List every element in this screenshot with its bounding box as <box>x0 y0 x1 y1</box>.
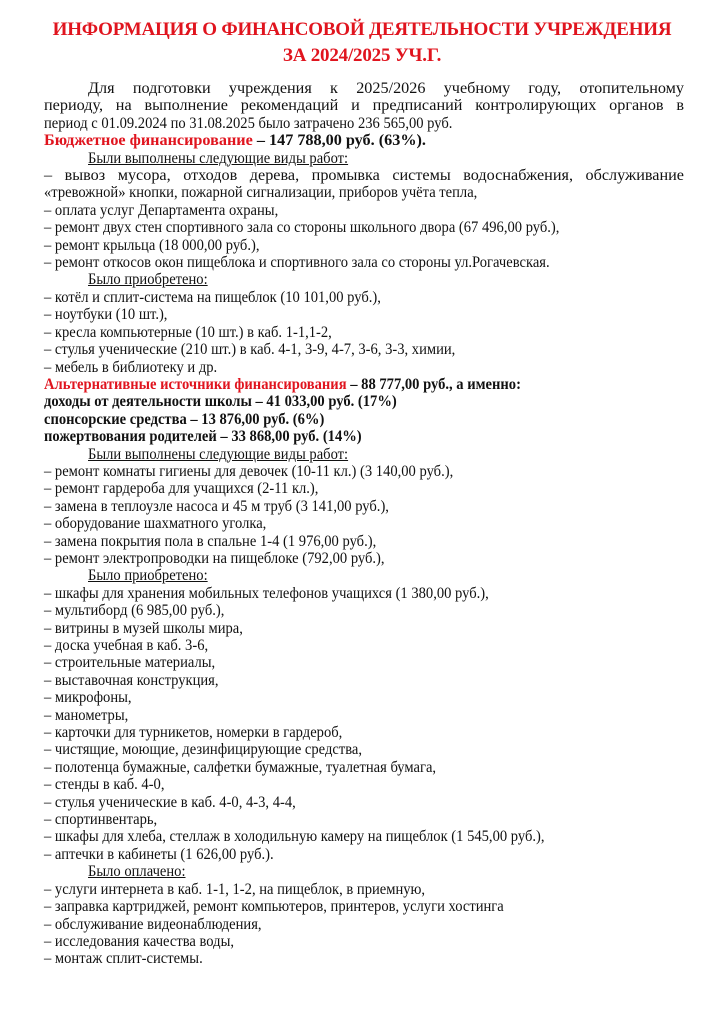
alternative-purchased-heading: Было приобретено: <box>88 566 208 585</box>
list-item-text: – выставочная конструкция, <box>44 670 219 689</box>
list-item-text: – стулья ученические (210 шт.) в каб. 4-1, 3-9, 4-7, 3-6, 3-3, химии, <box>44 340 456 359</box>
list-item <box>44 533 684 550</box>
budget-heading <box>44 132 684 149</box>
section-heading <box>44 567 684 584</box>
list-item-text: – обслуживание видеонаблюдения, <box>44 914 262 933</box>
list-item <box>44 724 684 741</box>
list-item-text: – шкафы для хранения мобильных телефонов учащихся (1 380,00 руб.), <box>44 583 489 602</box>
list-item-text: «тревожной» кнопки, пожарной сигнализации, приборов учёта тепла, <box>44 183 478 202</box>
list-item-text: – замена в теплоузле насоса и 45 м труб (3 141,00 руб.), <box>44 496 389 515</box>
list-item-text: – кресла компьютерные (10 шт.) в каб. 1-1,1-2, <box>44 322 332 341</box>
alternative-works-heading: Были выполнены следующие виды работ: <box>88 444 349 463</box>
list-item-text: – аптечки в кабинеты (1 626,00 руб.). <box>44 844 274 863</box>
list-item <box>44 898 684 915</box>
list-item <box>44 341 684 358</box>
list-item-text: – витрины в музей школы мира, <box>44 618 243 637</box>
budget-works-heading: Были выполнены следующие виды работ: <box>88 148 349 167</box>
list-item-text: – оплата услуг Департамента охраны, <box>44 200 279 219</box>
list-item-text: – оборудование шахматного уголка, <box>44 514 267 533</box>
budget-purchased-heading: Было приобретено: <box>88 270 208 289</box>
list-item: – вывоз мусора, отходов дерева, промывка системы водоснабжения, обслуживание <box>44 166 684 185</box>
alternative-amount: – 88 777,00 руб., а именно: <box>346 374 521 393</box>
list-item <box>44 237 684 254</box>
list-item-text: – карточки для турникетов, номерки в гардероб, <box>44 723 343 742</box>
list-item-text: – стенды в каб. 4-0, <box>44 775 165 794</box>
list-item-text: – шкафы для хлеба, стеллаж в холодильную камеру на пищеблок (1 545,00 руб.), <box>44 827 545 846</box>
list-item <box>44 515 684 532</box>
list-item <box>44 707 684 724</box>
list-item <box>44 950 684 967</box>
list-item <box>44 689 684 706</box>
section-heading <box>44 271 684 288</box>
list-item <box>44 794 684 811</box>
list-item-text: – монтаж сплит-системы. <box>44 949 203 968</box>
list-item <box>44 881 684 898</box>
list-item-text: – микрофоны, <box>44 688 132 707</box>
list-item <box>44 324 684 341</box>
list-item-text: – ремонт крыльца (18 000,00 руб.), <box>44 235 260 254</box>
list-item <box>44 846 684 863</box>
list-item <box>44 498 684 515</box>
intro-line-text: период с 01.09.2024 по 31.08.2025 было затрачено 236 565,00 руб. <box>44 113 453 132</box>
list-item-text: – спортинвентарь, <box>44 810 158 829</box>
list-item-text: – ноутбуки (10 шт.), <box>44 305 168 324</box>
document-title-line-1: ИНФОРМАЦИЯ О ФИНАНСОВОЙ ДЕЯТЕЛЬНОСТИ УЧРЕЖДЕНИЯ <box>52 19 672 40</box>
section-heading <box>44 150 684 167</box>
list-item <box>44 916 684 933</box>
list-item <box>44 933 684 950</box>
budget-amount: – 147 788,00 руб. (63%). <box>252 131 426 150</box>
list-item <box>44 741 684 758</box>
intro-line: периоду, на выполнение рекомендаций и предписаний контролирующих органов в <box>44 96 684 115</box>
list-item-text: – заправка картриджей, ремонт компьютеров, принтеров, услуги хостинга <box>44 897 504 916</box>
list-item <box>44 602 684 619</box>
list-item <box>44 654 684 671</box>
funding-source <box>44 411 684 428</box>
list-item <box>44 637 684 654</box>
section-heading <box>44 446 684 463</box>
list-item-text: – чистящие, моющие, дезинфицирующие средства, <box>44 740 362 759</box>
funding-source <box>44 393 684 410</box>
list-item-text: – ремонт гардероба для учащихся (2-11 кл.), <box>44 479 319 498</box>
list-item <box>44 828 684 845</box>
alternative-label: Альтернативные источники финансирования <box>44 374 347 393</box>
list-item-text: – ремонт двух стен спортивного зала со стороны школьного двора (67 496,00 руб.), <box>44 218 560 237</box>
section-heading <box>44 863 684 880</box>
intro-line: Для подготовки учреждения к 2025/2026 учебному году, отопительному <box>88 79 684 97</box>
list-item <box>44 480 684 497</box>
list-item-text: – замена покрытия пола в спальне 1-4 (1 976,00 руб.), <box>44 531 377 550</box>
list-item-text: – доска учебная в каб. 3-6, <box>44 636 209 654</box>
budget-label: Бюджетное финансирование <box>44 131 253 150</box>
list-item <box>44 202 684 219</box>
alternative-paid-heading: Было оплачено: <box>88 862 186 881</box>
document-body <box>44 80 684 968</box>
list-item <box>44 776 684 793</box>
list-item <box>44 550 684 567</box>
intro-line <box>44 115 684 132</box>
list-item <box>44 289 684 306</box>
list-item-text: – полотенца бумажные, салфетки бумажные, туалетная бумага, <box>44 757 437 776</box>
list-item-text: – ремонт электропроводки на пищеблоке (792,00 руб.), <box>44 548 385 567</box>
list-item-text: – мебель в библиотеку и др. <box>44 357 218 376</box>
list-item <box>44 359 684 376</box>
list-item-text: – мультиборд (6 985,00 руб.), <box>44 601 225 620</box>
alternative-heading <box>44 376 684 393</box>
funding-source-text: спонсорские средства – 13 876,00 руб. (6%) <box>44 409 325 428</box>
funding-source-text: пожертвования родителей – 33 868,00 руб. (14%) <box>44 427 362 446</box>
list-item-text: – ремонт комнаты гигиены для девочек (10-11 кл.) (3 140,00 руб.), <box>44 461 454 480</box>
list-item-text: – манометры, <box>44 705 129 724</box>
list-item-text: – строительные материалы, <box>44 653 216 672</box>
list-item-text: – стулья ученические в каб. 4-0, 4-3, 4-4, <box>44 792 296 811</box>
funding-source-text: доходы от деятельности школы – 41 033,00 руб. (17%) <box>44 392 397 411</box>
document-title-line-2: ЗА 2024/2025 УЧ.Г. <box>282 45 442 66</box>
list-item <box>44 306 684 323</box>
list-item <box>44 219 684 236</box>
list-item <box>44 184 684 201</box>
list-item-text: – ремонт откосов окон пищеблока и спортивного зала со стороны ул.Рогачевская. <box>44 253 550 272</box>
list-item <box>44 672 684 689</box>
funding-source <box>44 428 684 445</box>
list-item <box>44 620 684 637</box>
list-item-text: – котёл и сплит-система на пищеблок (10 101,00 руб.), <box>44 287 381 306</box>
list-item-text: – исследования качества воды, <box>44 931 234 950</box>
list-item <box>44 463 684 480</box>
list-item <box>44 254 684 271</box>
list-item <box>44 585 684 602</box>
list-item <box>44 759 684 776</box>
list-item-text: – услуги интернета в каб. 1-1, 1-2, на пищеблок, в приемную, <box>44 879 426 898</box>
list-item <box>44 811 684 828</box>
